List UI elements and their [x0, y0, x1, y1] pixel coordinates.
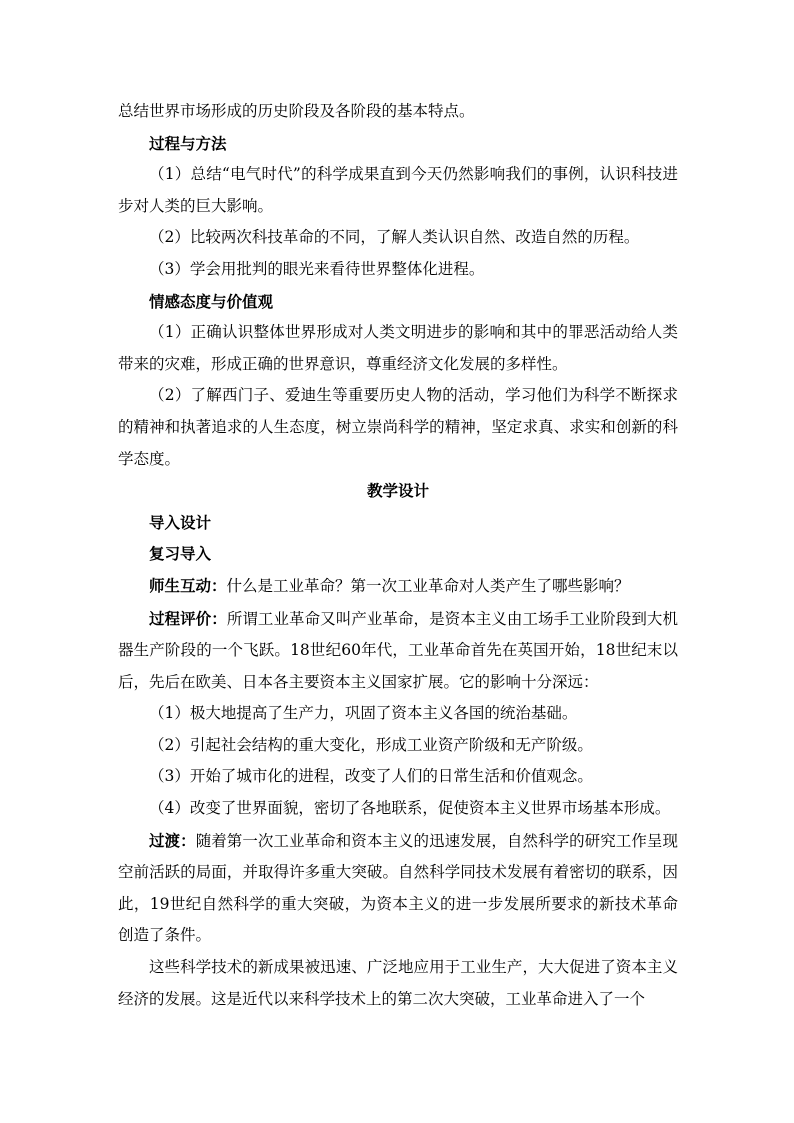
evaluation-text: 所谓工业革命又叫产业革命，是资本主义由工场手工业阶段到大机器生产阶段的一个飞跃。18世纪60年代，工业革命首先在英国开始，18世纪末以后，先后在欧美、日本各主要资本主义国家扩展。它的影响十分深远： [118, 609, 678, 691]
interaction-label: 师生互动： [149, 575, 227, 595]
paragraph-evaluation [118, 603, 678, 699]
interaction-text: 什么是工业革命？第一次工业革命对人类产生了哪些影响？ [226, 576, 630, 595]
paragraph-process-3: （3）学会用批判的眼光来看待世界整体化进程。 [149, 259, 485, 278]
paragraph-process-2: （2）比较两次科技革命的不同，了解人类认识自然、改造自然的历程。 [149, 228, 640, 247]
transition-text: 随着第一次工业革命和资本主义的迅速发展，自然科学的研究工作呈现空前活跃的局面，并取得许多重大突破。自然科学同技术发展有着密切的联系，因此，19世纪自然科学的重大突破，为资本主义的进一步发展所要求的新技术革命创造了条件。 [118, 831, 678, 945]
paragraph-process-1: （1）总结“电气时代”的科学成果直到今天仍然影响我们的事例，认识科技进步对人类的巨大影响。 [118, 165, 678, 215]
heading-emotion-values: 情感态度与价值观 [149, 291, 274, 311]
heading-review-intro: 复习导入 [149, 544, 212, 564]
paragraph-interaction [118, 570, 678, 603]
evaluation-label: 过程评价： [149, 608, 227, 628]
paragraph-emotion-2: （2）了解西门子、爱迪生等重要历史人物的活动，学习他们为科学不断探求的精神和执著追求的人生态度，树立崇尚科学的精神，坚定求真、求实和创新的科学态度。 [118, 386, 678, 468]
transition-label: 过渡： [149, 830, 196, 850]
paragraph-second-revolution: 这些科学技术的新成果被迅速、广泛地应用于工业生产，大大促进了资本主义经济的发展。这是近代以来科学技术上的第二次大突破，工业革命进入了一个 [118, 958, 678, 1008]
document-page [118, 96, 678, 1015]
paragraph-goal-summary: 总结世界市场形成的历史阶段及各阶段的基本特点。 [118, 102, 475, 120]
paragraph-transition [118, 825, 678, 952]
paragraph-impact-2: （2）引起社会结构的重大变化，形成工业资产阶级和无产阶级。 [149, 735, 593, 754]
paragraph-emotion-1: （1）正确认识整体世界形成对人类文明进步的影响和其中的罪恶活动给人类带来的灾难，形成正确的世界意识，尊重经济文化发展的多样性。 [118, 323, 678, 373]
heading-intro-design: 导入设计 [149, 512, 212, 532]
paragraph-impact-4: （4）改变了世界面貌，密切了各地联系，促使资本主义世界市场基本形成。 [149, 799, 671, 818]
heading-process-method: 过程与方法 [149, 133, 227, 153]
heading-teaching-design: 教学设计 [366, 481, 429, 501]
paragraph-impact-1: （1）极大地提高了生产力，巩固了资本主义各国的统治基础。 [149, 704, 578, 723]
paragraph-impact-3: （3）开始了城市化的进程，改变了人们的日常生活和价值观念。 [149, 767, 593, 786]
